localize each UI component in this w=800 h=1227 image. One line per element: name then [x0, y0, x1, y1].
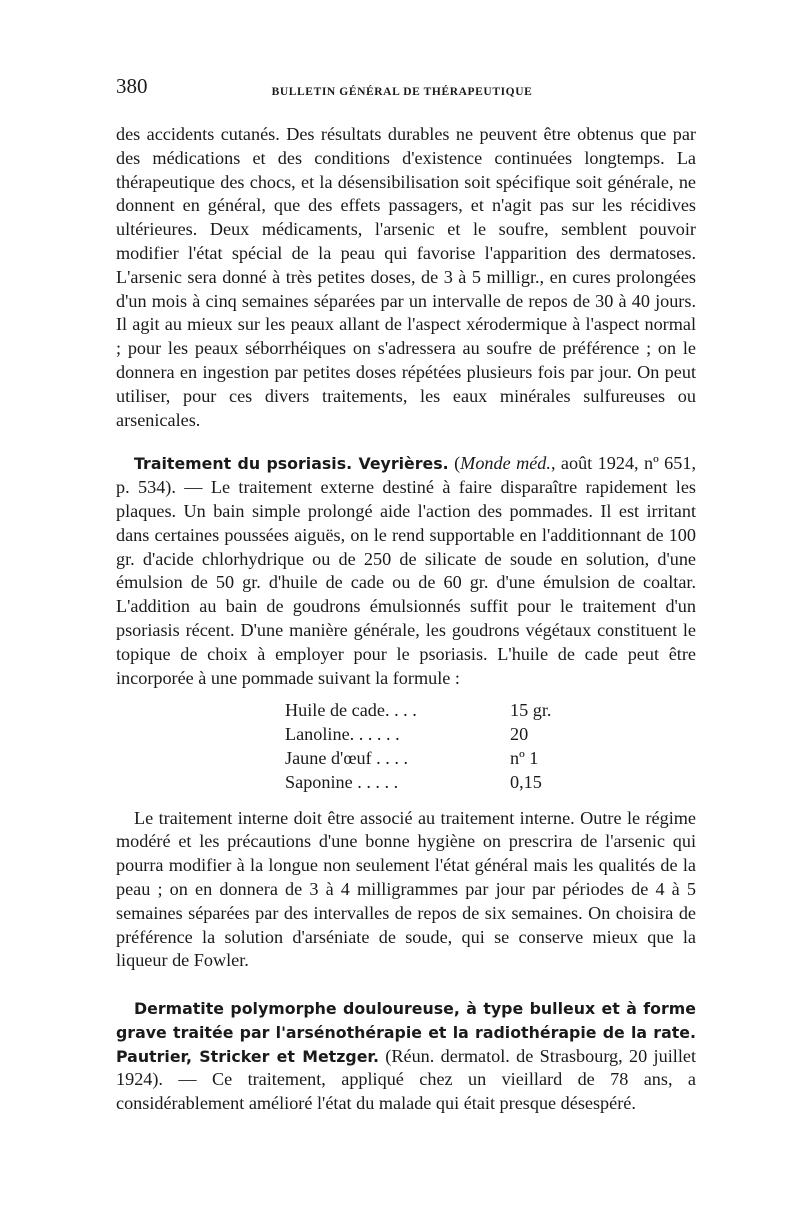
- ingredient-name: Saponine . . . . .: [285, 771, 399, 792]
- page-number: 380: [116, 74, 148, 98]
- paragraph-arsenic-soufre: des accidents cutanés. Des résultats durables ne peuvent être obtenus que par des médications et des conditions d'existence continuées longtemps. La thérapeutique des chocs, et la désensibilisation soit spécifique soit générale, ne donnent en général, que des effets passagers, et n'agit pas sur les récidives ultérieures. Deux médicaments, l'arsenic et le soufre, semblent pouvoir modifier l'état spécial de la peau qui favorise l'apparition des dermatoses. L'arsenic sera donné à très petites doses, de 3 à 5 milligr., en cures prolongées d'un mois à cinq semaines séparées par un intervalle de repos de 30 à 40 jours. Il agit au mieux sur les peaux allant de l'aspect xérodermique à l'aspect normal ; pour les peaux séborrhéiques on s'adressera au soufre de préférence ; on le donnera en ingestion par petites doses répétées plusieurs fois par jour. On peut utiliser, pour ces divers traitements, les eaux minérales sulfureuses ou arsenicales.: [116, 124, 696, 430]
- journal-title: Monde méd.: [460, 453, 551, 474]
- recipe-row: [285, 723, 696, 747]
- ingredient-quantity: 20: [510, 724, 529, 745]
- page-body: [116, 123, 696, 1116]
- recipe-row: [285, 771, 696, 795]
- ingredient-quantity: 15 gr.: [510, 700, 552, 721]
- ingredient-name: Lanoline. . . . . .: [285, 724, 400, 745]
- section-psoriasis-text: , août 1924, nº 651, p. 534). — Le traitement externe destiné à faire disparaître rapidement les plaques. Un bain simple prolongé aide l'action des pommades. Il est irritant dans certaines poussées aiguës, on le rend supportable en l'additionnant de 100 gr. d'acide chlorhydrique ou de 250 de silicate de soude en solution, d'une émulsion de 50 gr. d'huile de cade ou de 60 gr. d'une émulsion de coaltar. L'addition au bain de goudrons émulsionnés suffit pour le traitement d'un psoriasis récent. D'une manière générale, les goudrons végétaux constituent le topique de choix à employer pour le psoriasis. L'huile de cade peut être incorporée à une pommade suivant la formule :: [116, 453, 696, 688]
- reference-open: (: [448, 453, 461, 474]
- running-title: BULLETIN GÉNÉRAL DE THÉRAPEUTIQUE: [271, 86, 533, 98]
- paragraph-traitement-interne: Le traitement interne doit être associé au traitement interne. Outre le régime modéré et les précautions d'une bonne hygiène on prescrira de l'arsenic qui pourra modifier à la longue non seulement l'état général mais les qualités de la peau ; on en donnera de 3 à 4 milligrammes par jour par périodes de 4 à 5 semaines séparées par des intervalles de repos de six semaines. On choisira de préférence la solution d'arséniate de soude, qui se conserve mieux que la liqueur de Fowler.: [116, 807, 696, 971]
- ingredient-quantity: nº 1: [510, 747, 539, 768]
- section-psoriasis: [116, 452, 696, 690]
- page-header: [112, 74, 692, 104]
- section-dermatite: [116, 997, 696, 1116]
- section-dermatite-text: (Réun. dermatol. de Strasbourg, 20 juillet 1924). — Ce traitement, appliqué chez un vieillard de 78 ans, a considérablement amélioré l'état du malade qui était presque désespéré.: [116, 1045, 696, 1114]
- recipe-row: [285, 747, 696, 771]
- ingredient-name: Huile de cade. . . .: [285, 700, 417, 721]
- recipe-row: [285, 699, 696, 723]
- ingredient-quantity: 0,15: [510, 771, 542, 792]
- ingredient-name: Jaune d'œuf . . . .: [285, 747, 408, 768]
- recipe-formula: [285, 699, 696, 794]
- section-heading-psoriasis: Traitement du psoriasis. Veyrières.: [134, 454, 449, 474]
- section-heading-dermatite: Dermatite polymorphe douloureuse, à type bulleux et à forme grave traitée par l'arsénothérapie et la radiothérapie de la rate. Pautrier, Stricker et Metzger.: [116, 999, 696, 1066]
